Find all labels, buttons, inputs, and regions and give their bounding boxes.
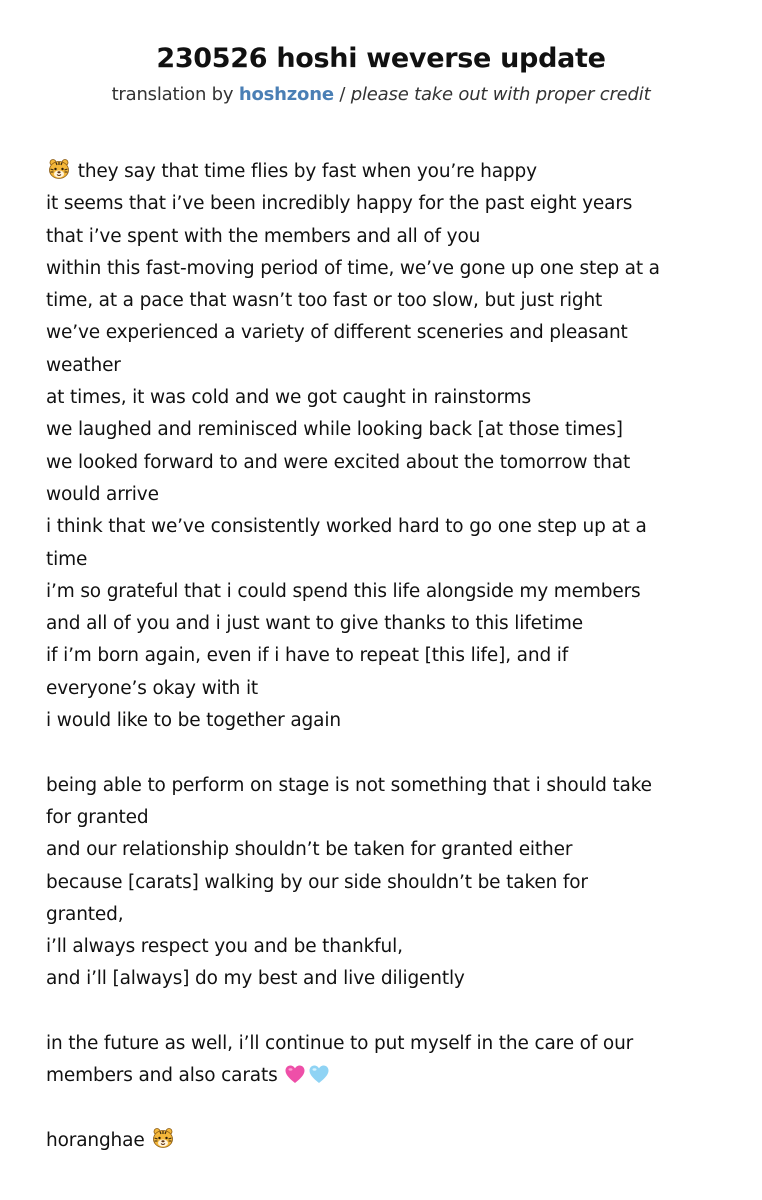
header <box>0 40 762 108</box>
text-line: if i’m born again, even if i have to repeat [this life], and if <box>46 645 569 667</box>
text-line: because [carats] walking by our side shouldn’t be taken for <box>46 871 588 893</box>
credit-note: please take out with proper credit <box>350 84 651 105</box>
text-line: we looked forward to and were excited about the tomorrow that <box>46 451 631 473</box>
text-line: that i’ve spent with the members and all of you <box>46 225 481 247</box>
subtitle <box>0 82 762 108</box>
text-line: for granted <box>46 806 149 828</box>
light-blue-heart-icon <box>309 1065 329 1084</box>
text-line <box>46 1125 736 1157</box>
text-line: and all of you and i just want to give thanks to this lifetime <box>46 613 584 635</box>
subtitle-prefix: translation by <box>111 84 239 105</box>
text-line: and our relationship shouldn’t be taken for granted either <box>46 839 573 861</box>
text-line: within this fast-moving period of time, we’ve gone up one step at a <box>46 257 660 279</box>
text-line <box>46 1060 736 1092</box>
text-line: and i’ll [always] do my best and live diligently <box>46 968 465 990</box>
text-line: we laughed and reminisced while looking back [at those times] <box>46 419 623 441</box>
text-line-content: horanghae <box>46 1129 145 1151</box>
text-line: in the future as well, i’ll continue to put myself in the care of our <box>46 1033 634 1055</box>
text-line: we’ve experienced a variety of different sceneries and pleasant <box>46 322 628 344</box>
text-line: it seems that i’ve been incredibly happy for the past eight years <box>46 193 633 215</box>
text-line: i’ll always respect you and be thankful, <box>46 936 403 958</box>
tiger-face-icon <box>152 1127 174 1149</box>
text-line: everyone’s okay with it <box>46 677 259 699</box>
text-line: weather <box>46 354 121 376</box>
paragraph-gap <box>46 996 736 1028</box>
text-line: i’m so grateful that i could spend this life alongside my members <box>46 580 641 602</box>
text-line: i would like to be together again <box>46 710 341 732</box>
text-line: time <box>46 548 88 570</box>
text-line: would arrive <box>46 483 159 505</box>
text-line <box>46 156 736 188</box>
pink-heart-icon <box>285 1065 305 1084</box>
text-line: i think that we’ve consistently worked hard to go one step up at a <box>46 516 647 538</box>
text-line: granted, <box>46 903 124 925</box>
text-line-content: members and also carats <box>46 1065 278 1087</box>
subtitle-separator: / <box>333 84 351 105</box>
text-line: being able to perform on stage is not something that i should take <box>46 774 652 796</box>
paragraph-gap <box>46 737 736 769</box>
translation-body <box>46 156 736 1157</box>
translator-credit-link[interactable]: hoshzone <box>238 84 334 105</box>
text-line: at times, it was cold and we got caught in rainstorms <box>46 387 532 409</box>
tiger-face-icon <box>48 158 70 180</box>
paragraph-gap <box>46 1093 736 1125</box>
page-title: 230526 hoshi weverse update <box>156 43 606 74</box>
text-line: time, at a pace that wasn’t too fast or too slow, but just right <box>46 290 603 312</box>
text-line-content: they say that time flies by fast when you’re happy <box>77 161 537 182</box>
